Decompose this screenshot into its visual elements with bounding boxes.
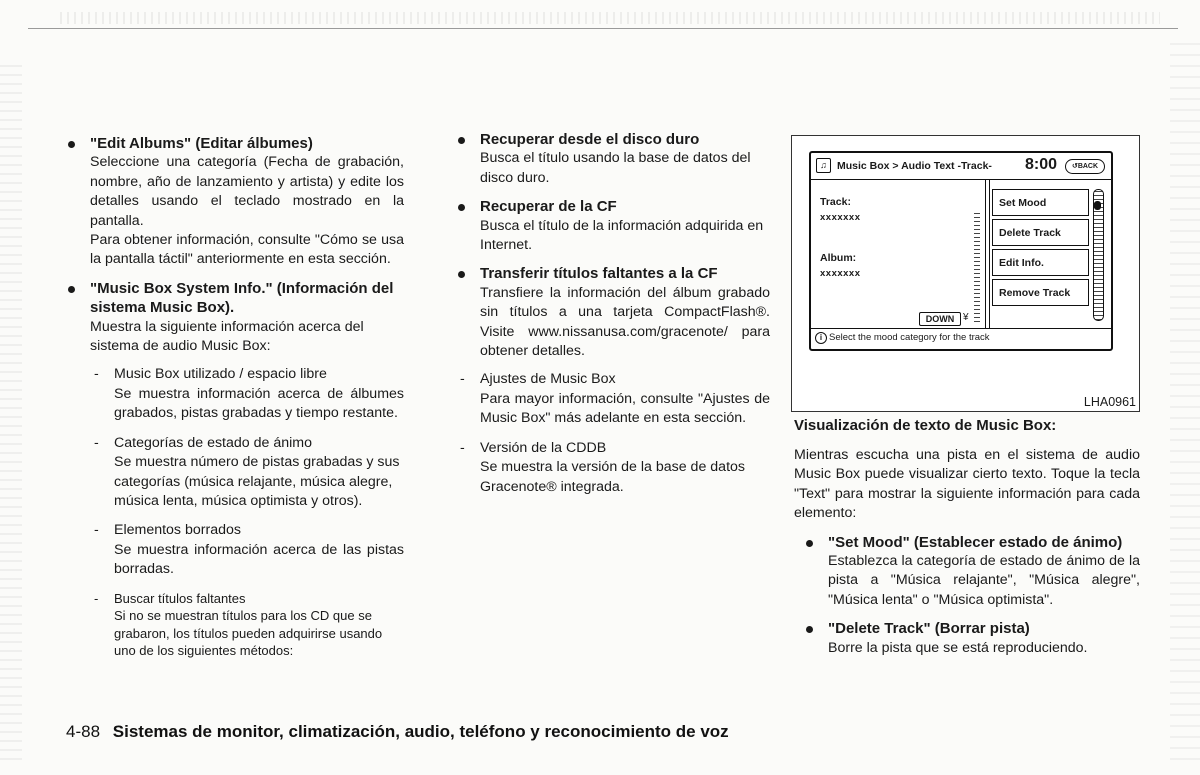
- display-screen: [809, 151, 1113, 351]
- list-item-body: Se muestra información acerca de las pistas borradas.: [114, 541, 404, 578]
- text-scrollbar: [974, 212, 980, 322]
- list-item: - Versión de la CDDB Se muestra la versión de la base de datos Gracenote® integrada.: [456, 439, 770, 497]
- recover-cf-body: Busca el título de la información adquirida en Internet.: [480, 217, 764, 254]
- page-footer: [66, 722, 729, 742]
- down-button: DOWN: [919, 312, 961, 326]
- recover-hdd-body: Busca el título usando la base de datos del disco duro.: [480, 150, 751, 186]
- scan-noise-top: [60, 12, 1160, 24]
- back-button: ↺BACK: [1065, 159, 1105, 174]
- scroll-thumb: [1094, 201, 1101, 210]
- chevron-down-icon: ¥: [963, 312, 969, 323]
- set-mood-button: Set Mood: [992, 189, 1089, 216]
- info-icon: i: [815, 332, 827, 344]
- set-mood-body: Establezca la categoría de estado de ánimo de la pista a "Música relajante", "Música alegre", "Música lenta" o "Música optimista".: [828, 553, 1140, 608]
- clock: 8:00: [1025, 156, 1058, 173]
- screen-title: Music Box > Audio Text -Track-: [837, 160, 992, 172]
- edit-info-button: Edit Info.: [992, 249, 1089, 276]
- right-column: [794, 446, 1140, 667]
- set-mood-title: "Set Mood" (Establecer estado de ánimo): [828, 533, 1123, 551]
- list-item-title: Versión de la CDDB: [480, 439, 607, 456]
- recover-hdd-bullet: [456, 130, 770, 188]
- list-item: - Buscar títulos faltantes Si no se muestran títulos para los CD que se grabaron, los títulos pueden adquirirse usando uno de los siguientes métodos:: [90, 590, 404, 660]
- bullet-dot: [458, 137, 465, 144]
- bullet-dot: [806, 626, 813, 633]
- track-label: Track:: [820, 196, 851, 208]
- music-box-icon: ♫: [816, 158, 831, 173]
- recover-hdd-title: Recuperar desde el disco duro: [480, 131, 700, 148]
- system-info-bullet: [66, 279, 404, 357]
- track-value: xxxxxxx: [820, 212, 861, 223]
- bullet-dot: [806, 540, 813, 547]
- scan-noise-left: [0, 60, 22, 760]
- recover-cf-title: Recuperar de la CF: [480, 198, 617, 216]
- list-item-title: Ajustes de Music Box: [480, 371, 616, 388]
- figure-id: LHA0961: [1083, 395, 1136, 409]
- edit-albums-body: Seleccione una categoría (Fecha de grabación, nombre, año de lanzamiento y artista) y edite los detalles usando el teclado mostrado en la pantalla.: [90, 154, 404, 229]
- figure-caption: Visualización de texto de Music Box:: [794, 417, 1057, 434]
- list-item: - Elementos borrados Se muestra información acerca de las pistas borradas.: [90, 521, 404, 579]
- system-info-body: Muestra la siguiente información acerca del sistema de audio Music Box:: [90, 318, 364, 355]
- list-item-body: Se muestra la versión de la base de datos Gracenote® integrada.: [480, 459, 745, 495]
- transfer-cf-title: Transferir títulos faltantes a la CF: [480, 265, 718, 283]
- album-value: xxxxxxx: [820, 268, 861, 279]
- list-item-body: Se muestra número de pistas grabadas y sus categorías (música relajante, música alegre, música lenta, música optimista y otros).: [114, 454, 400, 509]
- list-item-body: Para mayor información, consulte "Ajustes de Music Box" más adelante en esta sección.: [480, 390, 770, 427]
- scan-noise-right: [1170, 40, 1200, 760]
- list-item-title: Elementos borrados: [114, 522, 241, 539]
- delete-track-body: Borre la pista que se está reproduciendo.: [828, 639, 1088, 656]
- screen-illustration: [791, 135, 1140, 412]
- bullet-dot: [458, 204, 465, 211]
- transfer-cf-body: Transfiere la información del álbum grabado sin títulos a una tarjeta CompactFlash®. Visite www.nissanusa.com/gracenote/ para obtener detalles.: [480, 284, 770, 360]
- recover-cf-bullet: [456, 197, 770, 255]
- text-info-panel: [811, 180, 1001, 328]
- chapter-title: Sistemas de monitor, climatización, audio, teléfono y reconocimiento de voz: [112, 722, 729, 741]
- transfer-cf-bullet: [456, 264, 770, 361]
- intro-paragraph: Mientras escucha una pista en el sistema de audio Music Box puede visualizar cierto texto. Toque la tecla "Text" para mostrar la siguiente información para cada elemento:: [794, 447, 1140, 522]
- list-item-body: Si no se muestran títulos para los CD que se grabaron, los títulos pueden adquirirse usando uno de los siguientes métodos:: [114, 608, 383, 659]
- album-label: Album:: [820, 252, 857, 264]
- list-item: - Music Box utilizado / espacio libre Se muestra información acerca de álbumes grabados, pistas grabadas y tiempo restante.: [90, 365, 404, 423]
- list-item-body: Se muestra información acerca de álbumes grabados, pistas grabadas y tiempo restante.: [114, 385, 404, 422]
- delete-track-title: "Delete Track" (Borrar pista): [828, 620, 1030, 638]
- bullet-dot: [458, 271, 465, 278]
- back-label: BACK: [1077, 163, 1099, 170]
- edit-albums-title: "Edit Albums" (Editar álbumes): [90, 135, 313, 152]
- screen-header: [811, 153, 1111, 180]
- bullet-dot: [68, 141, 75, 148]
- delete-track-bullet: [804, 619, 1140, 658]
- status-bar: [811, 328, 1111, 348]
- bullet-dot: [68, 286, 75, 293]
- middle-column: [456, 130, 770, 507]
- list-item-title: Buscar títulos faltantes: [114, 590, 246, 606]
- set-mood-bullet: [804, 533, 1140, 611]
- list-item: - Ajustes de Music Box Para mayor información, consulte "Ajustes de Music Box" más adelante en esta sección.: [456, 370, 770, 428]
- remove-track-button: Remove Track: [992, 279, 1089, 306]
- list-item-title: Categorías de estado de ánimo: [114, 434, 312, 451]
- list-item: - Categorías de estado de ánimo Se muestra número de pistas grabadas y sus categorías (música relajante, música alegre, música lenta, música optimista y otros).: [90, 434, 404, 512]
- list-item-title: Music Box utilizado / espacio libre: [114, 366, 327, 383]
- page-number: 4-88: [66, 722, 101, 741]
- left-column: [66, 134, 404, 670]
- status-text: Select the mood category for the track: [829, 332, 990, 343]
- delete-track-button: Delete Track: [992, 219, 1089, 246]
- system-info-title: "Music Box System Info." (Información del sistema Music Box).: [90, 279, 394, 317]
- header-rule: [28, 28, 1178, 29]
- panel-divider: [985, 180, 990, 328]
- edit-albums-body-2: Para obtener información, consulte "Cómo se usa la pantalla táctil" anteriormente en esta sección.: [90, 232, 404, 268]
- edit-albums-bullet: [66, 134, 404, 270]
